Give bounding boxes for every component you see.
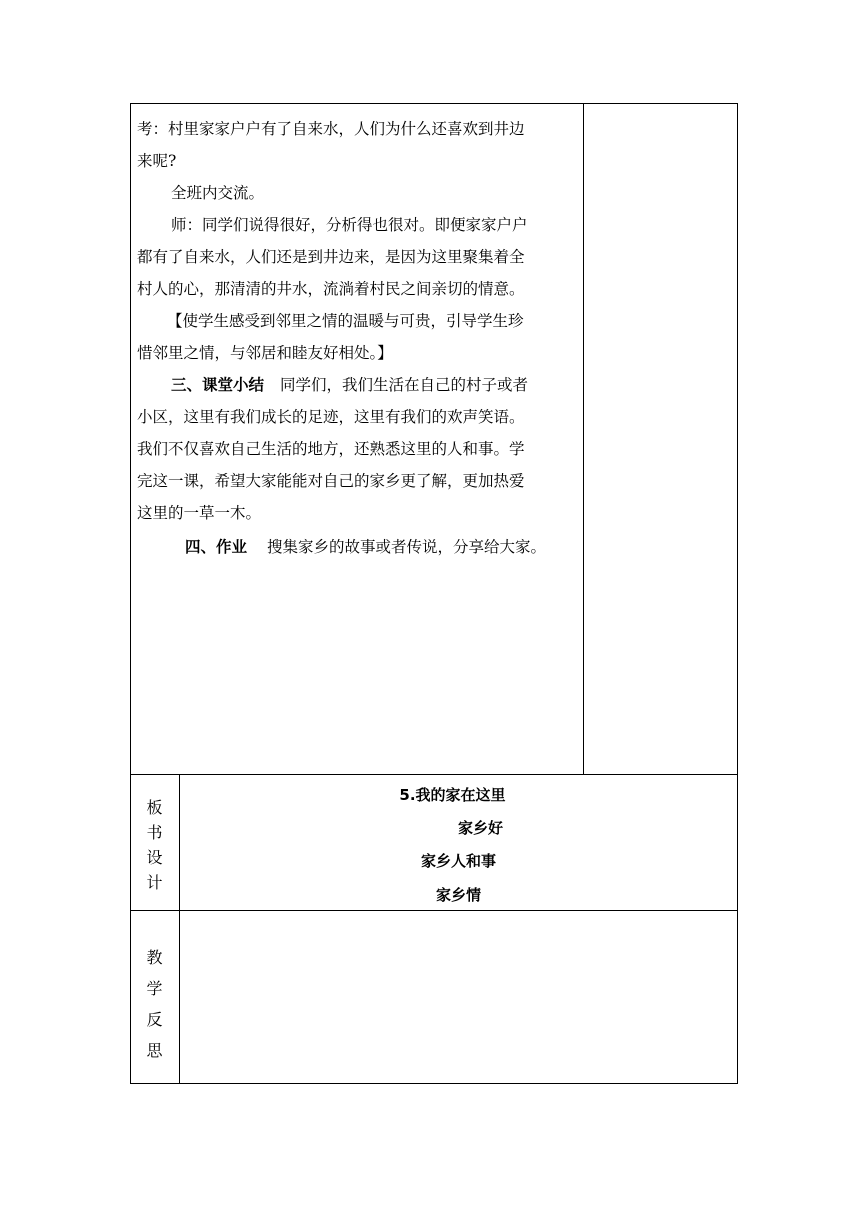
table-row-divider-1 xyxy=(130,774,738,775)
label-char: 设 xyxy=(146,848,163,867)
homework-line xyxy=(137,531,581,563)
homework-text: 搜集家乡的故事或者传说，分享给大家。 xyxy=(267,538,547,556)
content-line: 惜邻里之情，与邻居和睦友好相处。】 xyxy=(137,344,393,362)
label-char: 教 xyxy=(146,948,163,967)
content-line: 【使学生感受到邻里之情的温暖与可贵，引导学生珍 xyxy=(167,312,524,330)
content-line: 村人的心，那清清的井水，流淌着村民之间亲切的情意。 xyxy=(137,280,525,298)
lesson-content xyxy=(137,113,581,563)
content-line: 我们不仅喜欢自己生活的地方，还熟悉这里的人和事。学 xyxy=(137,440,525,458)
teaching-reflection-label xyxy=(131,942,178,1066)
board-design-line: 家乡好 xyxy=(457,819,503,837)
board-design-line: 家乡人和事 xyxy=(420,852,496,870)
homework-heading: 四、作业 xyxy=(185,537,248,556)
summary-text: 同学们，我们生活在自己的村子或者 xyxy=(280,376,529,394)
board-design-label xyxy=(131,795,178,895)
table-bottom-border xyxy=(130,1083,738,1084)
content-line: 师：同学们说得很好，分析得也很对。即便家家户户 xyxy=(171,216,528,234)
content-line: 来呢? xyxy=(137,152,177,170)
label-char: 板 xyxy=(146,798,163,817)
label-char: 书 xyxy=(146,823,163,842)
content-line: 都有了自来水，人们还是到井边来，是因为这里聚集着全 xyxy=(137,248,525,266)
content-line: 小区，这里有我们成长的足迹，这里有我们的欢声笑语。 xyxy=(137,408,525,426)
summary-first-line xyxy=(137,369,581,401)
board-design-title: 5.我的家在这里 xyxy=(399,786,506,804)
content-column-divider xyxy=(583,103,584,775)
label-char: 反 xyxy=(146,1010,163,1029)
summary-heading: 三、课堂小结 xyxy=(171,375,265,394)
content-line: 考：村里家家户户有了自来水，人们为什么还喜欢到井边 xyxy=(137,120,525,138)
content-line: 全班内交流。 xyxy=(171,184,265,202)
content-line: 这里的一草一木。 xyxy=(137,504,262,522)
label-char: 思 xyxy=(146,1041,163,1060)
table-right-border xyxy=(737,103,738,1084)
table-top-border xyxy=(130,103,738,104)
label-char: 学 xyxy=(146,979,163,998)
teaching-reflection-cell xyxy=(180,911,737,1083)
content-line: 完这一课，希望大家能能对自己的家乡更了解，更加热爱 xyxy=(137,472,525,490)
label-char: 计 xyxy=(146,873,163,892)
table-left-border xyxy=(130,103,131,1084)
board-design-line: 家乡情 xyxy=(435,886,481,904)
